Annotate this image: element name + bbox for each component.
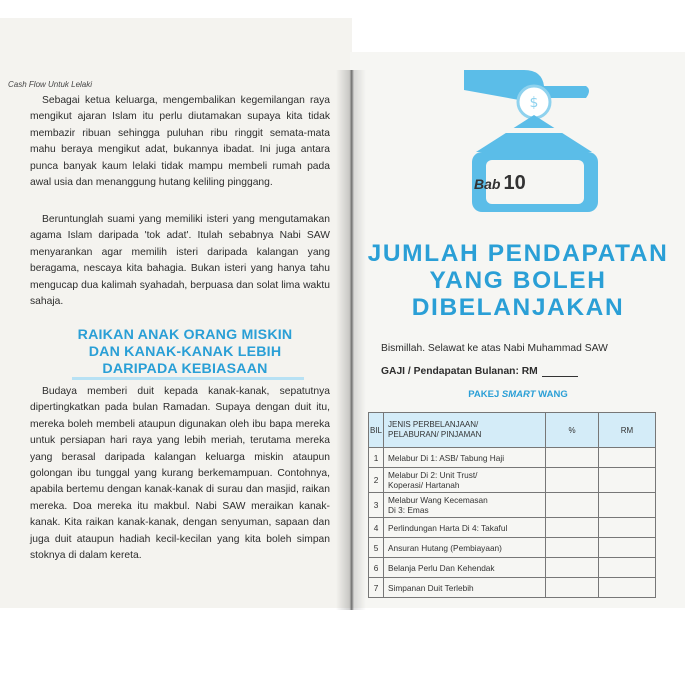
package-heading [360, 389, 676, 400]
row-label-line-1: Simpanan Duit Terlebih [388, 582, 474, 593]
row-rm-cell [599, 538, 656, 558]
table-row [369, 448, 656, 468]
row-label-line-1: Melabur Wang Kecemasan [388, 495, 488, 505]
row-label-line-1: Melabur Di 1: ASB/ Tabung Haji [388, 452, 505, 463]
salary-label: GAJI / Pendapatan Bulanan: RM [381, 366, 538, 377]
house-roof-icon [476, 115, 592, 152]
svg-text:$: $ [529, 95, 539, 111]
table-row [369, 518, 656, 538]
table-row [369, 468, 656, 493]
chapter-title-line-2: YANG BOLEH [429, 267, 607, 294]
row-label [384, 493, 546, 518]
table-row [369, 578, 656, 598]
chapter-number: 10 [503, 172, 526, 194]
row-label [384, 578, 546, 598]
row-label-line-1: Perlindungan Harta Di 4: Takaful [388, 522, 508, 533]
chapter-word: Bab [474, 176, 501, 192]
section-heading-line-3: DARIPADA KEBIASAAN [102, 361, 268, 377]
row-label [384, 468, 546, 493]
package-emphasis: SMART [501, 389, 536, 400]
row-number: 2 [369, 468, 384, 493]
row-label-line-1: Belanja Perlu Dan Kehendak [388, 562, 495, 573]
table-row [369, 558, 656, 578]
header-percent: % [546, 413, 599, 448]
row-label [384, 518, 546, 538]
chapter-title [360, 240, 676, 321]
heading-underline [72, 377, 304, 380]
header-jenis-line-1: JENIS PERBELANJAAN/ [388, 420, 479, 429]
table-header-row [369, 413, 656, 448]
header-jenis [384, 413, 546, 448]
row-rm-cell [599, 448, 656, 468]
row-percent-cell [546, 448, 599, 468]
row-number: 1 [369, 448, 384, 468]
row-rm-cell [599, 493, 656, 518]
row-number: 4 [369, 518, 384, 538]
package-suffix: WANG [538, 389, 568, 400]
package-prefix: PAKEJ [468, 389, 500, 400]
row-rm-cell [599, 558, 656, 578]
row-label [384, 558, 546, 578]
salary-line [381, 366, 578, 377]
row-percent-cell [546, 468, 599, 493]
row-label [384, 538, 546, 558]
row-percent-cell [546, 578, 599, 598]
paragraph-1: Sebagai ketua keluarga, mengembalikan kegemilangan raya mengikut ajaran Islam itu perlu diutamakan supaya kita tidak membazir ribuan sehingga puluhan ribu ringgit semata-mata mahu beraya mengikut adat, bukannya ibadat. Ini juga antara punca banyak kaum lelaki tidak mampu membeli rumah pada awal usia dan menanggung hutang keliling pinggang. [30, 95, 330, 189]
row-percent-cell [546, 518, 599, 538]
row-percent-cell [546, 493, 599, 518]
row-number: 7 [369, 578, 384, 598]
paragraph-2: Beruntunglah suami yang memiliki isteri yang mengutamakan agama Islam daripada 'tok adat'. Itulah sebabnya Nabi SAW menyarankan agar memilih isteri daripada kalangan yang beragama, nescaya kita bahagia. Bukan isteri yang hanya tahu mengucap dua kalimah syahadah, berpuasa dan solat lima waktu sahaja. [30, 214, 330, 308]
budget-table [368, 412, 656, 598]
row-rm-cell [599, 468, 656, 493]
header-bil: BIL [369, 413, 384, 448]
row-number: 6 [369, 558, 384, 578]
row-number: 3 [369, 493, 384, 518]
row-label-line-2: Di 3: Emas [388, 505, 429, 515]
paragraph-3: Budaya memberi duit kepada kanak-kanak, sepatutnya dipertingkatkan pada bulan Ramadan. Supaya dengan duit itu, mereka boleh membeli ataupun digunakan oleh ibu bapa mereka untuk persiapan hari raya yang lebih meriah, terutama mereka yang berasal daripada kalangan keluarga miskin ataupun golongan ibu tunggal yang kurang berkemampuan. Contohnya, apabila bertemu dengan kanak-kanak di surau dan masjid, raikan mereka. Doa mereka itu makbul. Nabi SAW meraikan kanak-kanak. Kita raikan kanak-kanak, dengan senyuman, sapaan dan juga duit ataupun hadiah kecil-kecilan yang kita boleh simpan stoknya di dalam kereta. [30, 386, 330, 562]
row-label-line-2: Koperasi/ Hartanah [388, 480, 460, 490]
chapter-title-line-3: DIBELANJAKAN [411, 294, 625, 321]
row-percent-cell [546, 558, 599, 578]
row-label-line-1: Melabur Di 2: Unit Trust/ [388, 470, 478, 480]
section-heading [40, 327, 330, 378]
row-percent-cell [546, 538, 599, 558]
row-label-line-1: Ansuran Hutang (Pembiayaan) [388, 542, 502, 553]
row-rm-cell [599, 518, 656, 538]
row-rm-cell [599, 578, 656, 598]
salary-blank [542, 367, 578, 377]
chapter-title-line-1: JUMLAH PENDAPATAN [367, 240, 669, 267]
chapter-label [474, 172, 574, 195]
intro-text: Bismillah. Selawat ke atas Nabi Muhammad SAW [381, 343, 608, 354]
row-number: 5 [369, 538, 384, 558]
header-jenis-line-2: PELABURAN/ PINJAMAN [388, 430, 482, 439]
book-gutter [336, 70, 366, 610]
running-head: Cash Flow Untuk Lelaki [8, 80, 93, 89]
section-heading-line-1: RAIKAN ANAK ORANG MISKIN [77, 327, 293, 343]
row-label [384, 448, 546, 468]
table-row [369, 493, 656, 518]
section-heading-line-2: DAN KANAK-KANAK LEBIH [88, 344, 282, 360]
piggy-bank-illustration [464, 60, 614, 220]
header-rm: RM [599, 413, 656, 448]
table-row [369, 538, 656, 558]
